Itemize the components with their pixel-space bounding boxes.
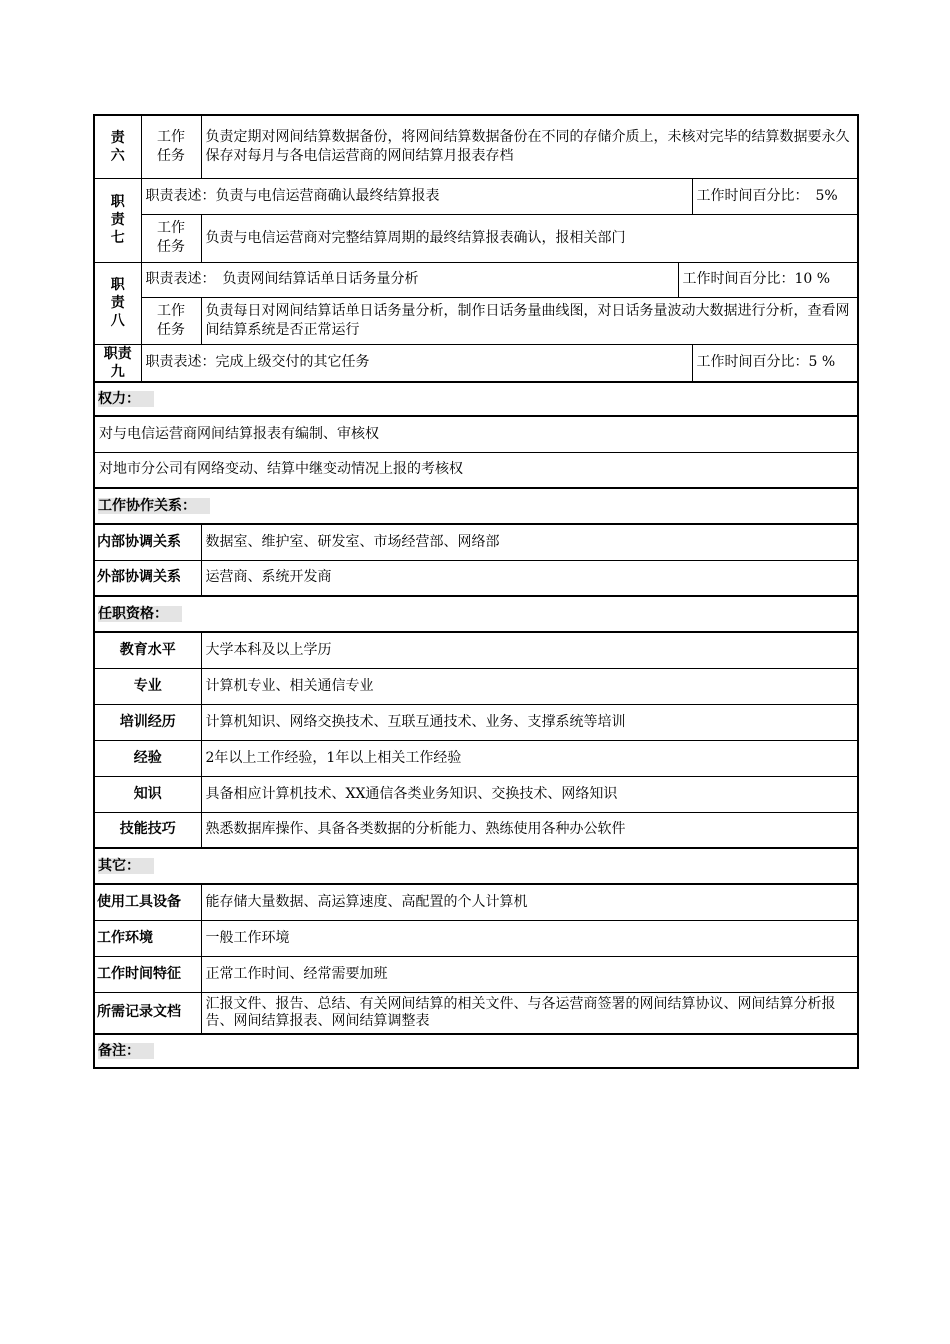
relations-row xyxy=(94,524,858,560)
experience-label: 经验 xyxy=(94,740,201,776)
work-time-label: 工作时间特征 xyxy=(94,956,201,992)
authority-section-row xyxy=(94,382,858,416)
documents-value: 汇报文件、报告、总结、有关网间结算的相关文件、与各运营商签署的网间结算协议、网间结算分析报告、网间结算报表、网间结算调整表 xyxy=(201,992,858,1034)
major-value: 计算机专业、相关通信专业 xyxy=(201,668,858,704)
duty-7-description: 职责表述：负责与电信运营商确认最终结算报表 xyxy=(141,178,692,214)
knowledge-label: 知识 xyxy=(94,776,201,812)
education-value: 大学本科及以上学历 xyxy=(201,632,858,668)
duty-6-label: 责 六 xyxy=(94,115,141,178)
remarks-section-row xyxy=(94,1034,858,1068)
duty-6-task-label: 工作 任务 xyxy=(141,115,201,178)
duty-8-task-label: 工作 任务 xyxy=(141,297,201,344)
external-relations-value: 运营商、系统开发商 xyxy=(201,560,858,596)
duty-8-desc-row xyxy=(94,262,858,297)
duty-6-task-row xyxy=(94,115,858,178)
duty-6-task-text: 负责定期对网间结算数据备份，将网间结算数据备份在不同的存储介质上，未核对完毕的结算数据要永久保存对每月与各电信运营商的网间结算月报表存档 xyxy=(201,115,858,178)
qualification-row xyxy=(94,740,858,776)
duty-7-task-label: 工作 任务 xyxy=(141,214,201,262)
major-label: 专业 xyxy=(94,668,201,704)
relations-row xyxy=(94,560,858,596)
authority-item-row xyxy=(94,416,858,452)
environment-label: 工作环境 xyxy=(94,920,201,956)
qualifications-section-row xyxy=(94,596,858,632)
duty-8-task-text: 负责每日对网间结算话单日话务量分析，制作日话务量曲线图，对日话务量波动大数据进行分析，查看网间结算系统是否正常运行 xyxy=(201,297,858,344)
other-row xyxy=(94,920,858,956)
other-row xyxy=(94,956,858,992)
authority-item: 对与电信运营商网间结算报表有编制、审核权 xyxy=(94,416,858,452)
duty-9-label: 职责 九 xyxy=(94,344,141,382)
duty-8-time-percent: 工作时间百分比：10 % xyxy=(678,262,858,297)
duty-8-task-row xyxy=(94,297,858,344)
qualification-row xyxy=(94,668,858,704)
duty-7-label: 职 责 七 xyxy=(94,178,141,262)
duty-7-time-percent: 工作时间百分比： 5% xyxy=(692,178,858,214)
authority-section-title: 权力： xyxy=(94,382,858,416)
duty-7-task-text: 负责与电信运营商对完整结算周期的最终结算报表确认，报相关部门 xyxy=(201,214,858,262)
other-row xyxy=(94,884,858,920)
other-section-row xyxy=(94,848,858,884)
work-time-value: 正常工作时间、经常需要加班 xyxy=(201,956,858,992)
knowledge-value: 具备相应计算机技术、XX通信各类业务知识、交换技术、网络知识 xyxy=(201,776,858,812)
external-relations-label: 外部协调关系 xyxy=(94,560,201,596)
experience-value: 2年以上工作经验，1年以上相关工作经验 xyxy=(201,740,858,776)
training-value: 计算机知识、网络交换技术、互联互通技术、业务、支撑系统等培训 xyxy=(201,704,858,740)
qualification-row xyxy=(94,812,858,848)
duty-9-time-percent: 工作时间百分比：5 % xyxy=(692,344,858,382)
duty-7-task-row xyxy=(94,214,858,262)
other-row xyxy=(94,992,858,1034)
relations-section-row xyxy=(94,488,858,524)
skills-label: 技能技巧 xyxy=(94,812,201,848)
qualification-row xyxy=(94,632,858,668)
duty-9-row xyxy=(94,344,858,382)
qualifications-section-title: 任职资格： xyxy=(94,596,858,632)
qualification-row xyxy=(94,776,858,812)
documents-label: 所需记录文档 xyxy=(94,992,201,1034)
duty-9-description: 职责表述：完成上级交付的其它任务 xyxy=(141,344,692,382)
duty-7-desc-row xyxy=(94,178,858,214)
job-description-table xyxy=(93,114,859,1069)
internal-relations-value: 数据室、维护室、研发室、市场经营部、网络部 xyxy=(201,524,858,560)
authority-item-row xyxy=(94,452,858,488)
training-label: 培训经历 xyxy=(94,704,201,740)
authority-item: 对地市分公司有网络变动、结算中继变动情况上报的考核权 xyxy=(94,452,858,488)
relations-section-title: 工作协作关系： xyxy=(94,488,858,524)
internal-relations-label: 内部协调关系 xyxy=(94,524,201,560)
duty-8-description: 职责表述： 负责网间结算话单日话务量分析 xyxy=(141,262,678,297)
job-description-document xyxy=(93,114,857,1069)
tools-label: 使用工具设备 xyxy=(94,884,201,920)
environment-value: 一般工作环境 xyxy=(201,920,858,956)
remarks-section-title: 备注： xyxy=(94,1034,858,1068)
qualification-row xyxy=(94,704,858,740)
duty-8-label: 职 责 八 xyxy=(94,262,141,344)
tools-value: 能存储大量数据、高运算速度、高配置的个人计算机 xyxy=(201,884,858,920)
education-label: 教育水平 xyxy=(94,632,201,668)
other-section-title: 其它： xyxy=(94,848,858,884)
skills-value: 熟悉数据库操作、具备各类数据的分析能力、熟练使用各种办公软件 xyxy=(201,812,858,848)
